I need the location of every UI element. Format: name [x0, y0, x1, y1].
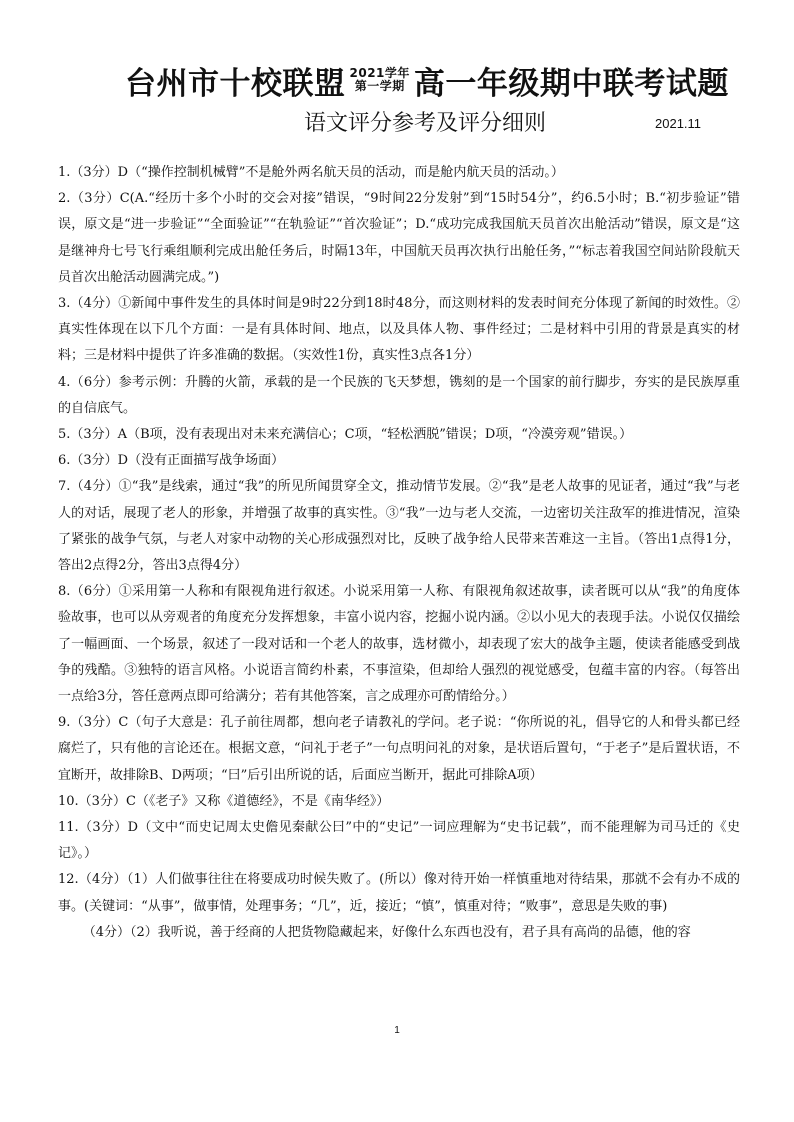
- answer-item-8: 8.（6分）①采用第一人称和有限视角进行叙述。小说采用第一人称、有限视角叙述故事，读者既可以从“我”的角度体验故事，也可以从旁观者的角度充分发挥想象，丰富小说内容，挖掘小说内涵。②以小见大的表现手法。小说仅仅描绘了一幅画面、一个场景，叙述了一段对话和一个老人的故事，选材微小，却表现了宏大的战争主题，使读者能感受到战争的残酷。③独特的语言风格。小说语言简约朴素，不事渲染，但却给人强烈的视觉感受，包蕴丰富的内容。（每答出一点给3分，答任意两点即可给满分；若有其他答案，言之成理亦可酌情给分。）: [58, 584, 740, 705]
- answer-list: [58, 160, 740, 946]
- answer-item-9: 9.（3分）C（句子大意是：孔子前往周都，想向老子请教礼的学问。老子说：“你所说的礼，倡导它的人和骨头都已经腐烂了，只有他的言论还在。根据文意，“问礼于老子”一句点明问礼的对象，是状语后置句，“于老子”是后置状语，不宜断开，故排除B、D两项；“曰”后引出所说的话，后面应当断开，据此可排除A项）: [58, 715, 740, 783]
- answer-item-11: 11.（3分）D（文中“而史记周太史儋见秦献公曰”中的“史记”一词应理解为“史书记载”，而不能理解为司马迁的《史记》。）: [58, 820, 740, 862]
- title-term-stack: [350, 67, 410, 93]
- document-subtitle: 语文评分参考及评分细则: [304, 111, 547, 136]
- document-header: [0, 48, 794, 148]
- answer-item-3: 3.（4分）①新闻中事件发生的具体时间是9时22分到18时48分，而这则材料的发表时间充分体现了新闻的时效性。②真实性体现在以下几个方面：一是有具体时间、地点，以及具体人物、事件经过；二是材料中引用的背景是真实的材料；三是材料中提供了许多准确的数据。（实效性1份，真实性3点各1分）: [58, 296, 740, 364]
- page-number: 1: [394, 1025, 400, 1036]
- answer-item-6: 6.（3分）D（没有正面描写战争场面）: [58, 453, 285, 469]
- title-exam: 高一年级期中联考试题: [413, 66, 729, 102]
- title-year: 2021学年: [349, 65, 410, 80]
- answer-item-10: 10.（3分）C（《老子》又称《道德经》，不是《南华经》）: [58, 793, 390, 809]
- title-org: 台州市十校联盟: [125, 66, 346, 102]
- answer-item-1: 1.（3分）D（“操作控制机械臂”不是舱外两名航天员的活动，而是舱内航天员的活动。）: [58, 165, 564, 180]
- answer-item-12: 12.（4分）（1）人们做事往往在将要成功时候失败了。(所以）像对待开始一样慎重地对待结果，那就不会有办不成的事。(关键词：“从事”，做事情，处理事务；“几”，近，接近；“慎”，慎重对待；“败事”，意思是失败的事): [58, 872, 740, 914]
- answer-item-4: 4.（6分）参考示例：升腾的火箭，承载的是一个民族的飞天梦想，镌刻的是一个国家的前行脚步，夯实的是民族厚重的自信底气。: [58, 374, 740, 416]
- document-date: 2021.11: [655, 116, 702, 131]
- answer-item-7: 7.（4分）①“我”是线索，通过“我”的所见所闻贯穿全文，推动情节发展。②“我”是老人故事的见证者，通过“我”与老人的对话，展现了老人的形象，并增强了故事的真实性。③“我”一边与老人交流，一边密切关注敌军的推进情况，渲染了紧张的战争气氛，与老人对家中动物的关心形成强烈对比，反映了战争给人民带来苦难这一主旨。（答出1点得1分，答出2点得2分，答出3点得4分）: [58, 479, 740, 574]
- document-title: [125, 58, 729, 103]
- answer-item-5: 5.（3分）A（B项，没有表现出对未来充满信心；C项，“轻松洒脱”错误；D项，“冷漠旁观”错误。）: [58, 427, 633, 443]
- title-term: 第一学期: [354, 78, 405, 93]
- answer-item-2: 2.（3分）C(A.“经历十多个小时的交会对接”错误，“9时间22分发射”到“15时54分”，约6.5小时；B.“初步验证”错误，原文是“进一步验证”“全面验证”“在轨验证”“首次验证”；D.“成功完成我国航天员首次出舱活动”错误，原文是“这是继神舟七号飞行乘组顺利完成出舱任务后，时隔13年，中国航天员再次执行出舱任务，”“标志着我国空间站阶段航天员首次出舱活动圆满完成。”): [58, 191, 740, 285]
- answer-item-12-part2: （4分）（2）我听说，善于经商的人把货物隐藏起来，好像什么东西也没有，君子具有高尚的品德，他的容: [82, 924, 691, 940]
